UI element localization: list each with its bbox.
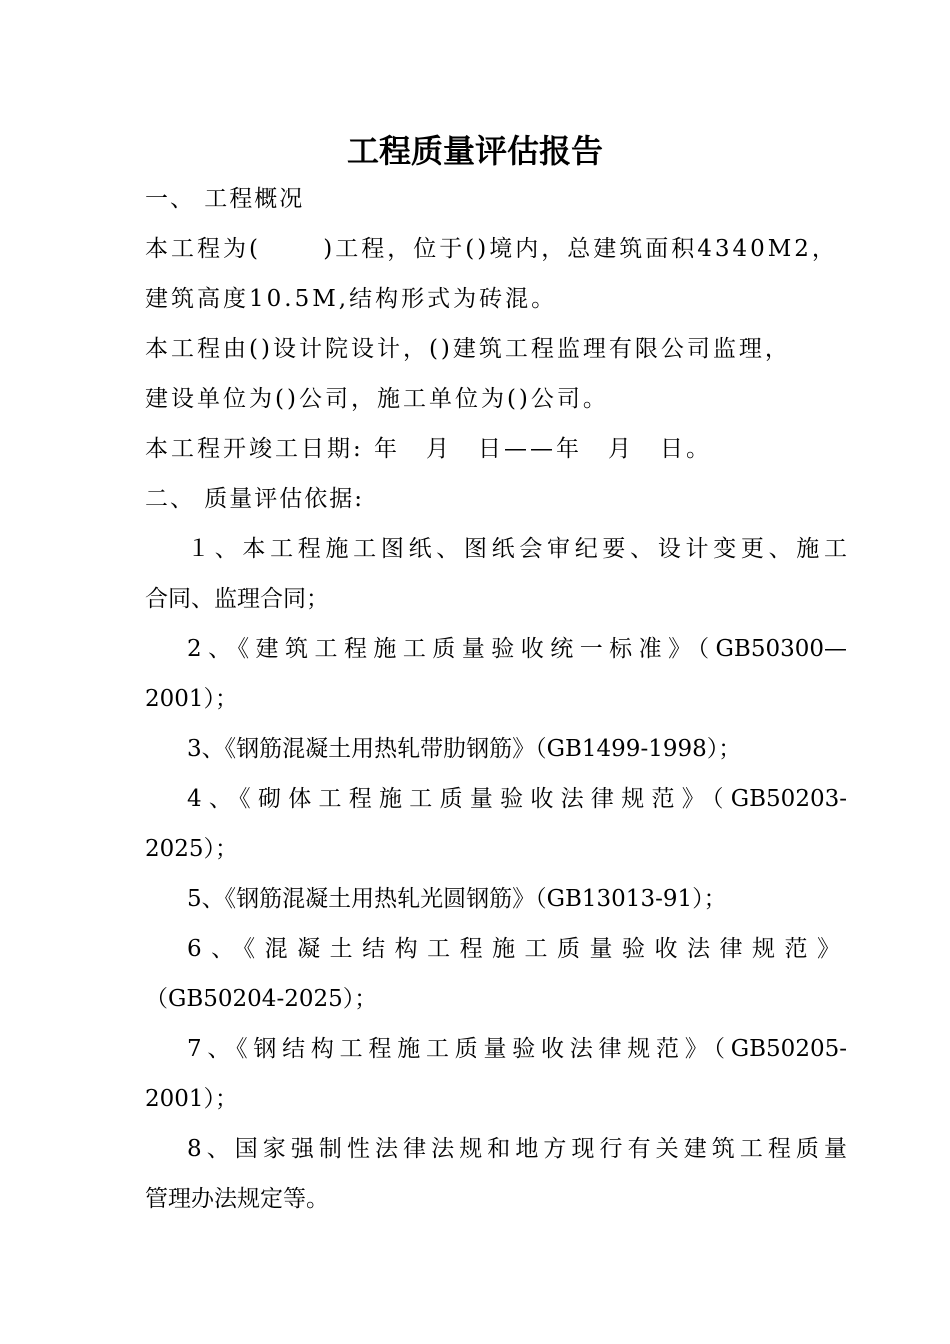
basis-item-2-line-2: 2001）； [145, 686, 239, 712]
section-heading-overview: 一、 工程概况 [145, 186, 305, 212]
basis-item-5: 5、《钢筋混凝土用热轧光圆钢筋》（GB13013-91）； [187, 886, 727, 912]
basis-item-7-line-1: 7、《钢结构工程施工质量验收法律规范》（GB50205- [187, 1036, 847, 1062]
overview-dates: 本工程开竣工日期: 年 月 日——年 月 日。 [145, 436, 713, 462]
basis-item-4-line-1: 4、《砌体工程施工质量验收法律规范》（GB50203- [187, 786, 847, 812]
basis-item-1-line-1: １、本工程施工图纸、图纸会审纪要、设计变更、施工 [187, 536, 847, 562]
basis-item-7-line-2: 2001）； [145, 1086, 239, 1112]
basis-item-8-line-2: 管理办法规定等。 [145, 1186, 329, 1212]
basis-item-4-line-2: 2025）； [145, 836, 239, 862]
basis-item-3: 3、《钢筋混凝土用热轧带肋钢筋》（GB1499-1998）； [187, 736, 742, 762]
basis-item-2-line-1: 2、《建筑工程施工质量验收统一标准》（GB50300— [187, 636, 847, 662]
basis-item-1-line-2: 合同、监理合同； [145, 586, 329, 612]
document-title: 工程质量评估报告 [346, 132, 603, 170]
overview-line-3: 本工程由()设计院设计，()建筑工程监理有限公司监理， [145, 336, 791, 362]
basis-item-8-line-1: 8、国家强制性法律法规和地方现行有关建筑工程质量 [187, 1136, 847, 1162]
basis-item-6-line-2: （GB50204-2025）； [145, 986, 378, 1012]
section-heading-basis: 二、 质量评估依据: [145, 486, 365, 512]
overview-line-4: 建设单位为()公司，施工单位为()公司。 [145, 386, 609, 412]
overview-line-2: 建筑高度10.5M,结构形式为砖混。 [145, 286, 558, 312]
overview-line-1: 本工程为( )工程，位于()境内，总建筑面积4340M2， [145, 236, 838, 262]
basis-item-6-line-1: 6、《混凝土结构工程施工质量验收法律规范》 [187, 936, 847, 962]
